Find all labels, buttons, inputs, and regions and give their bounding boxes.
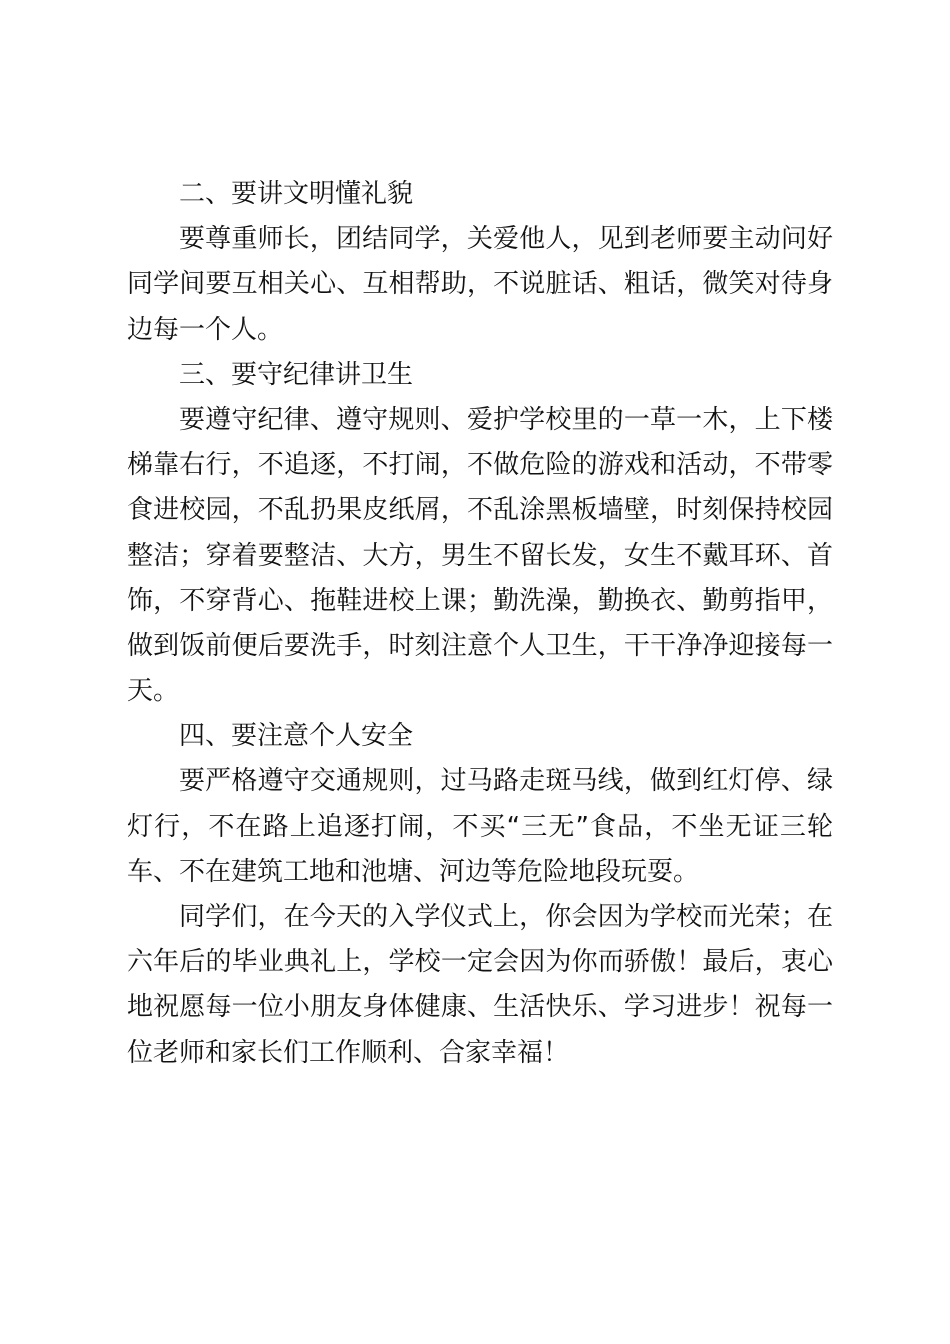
paragraph-line: 做到饭前便后要洗手，时刻注意个人卫生，干干净净迎接每一 xyxy=(127,630,833,661)
paragraph-line: 整洁；穿着要整洁、大方，男生不留长发，女生不戴耳环、首 xyxy=(127,540,833,571)
section-heading-3: 三、要守纪律讲卫生 xyxy=(179,359,414,390)
closing-line: 位老师和家长们工作顺利、合家幸福！ xyxy=(127,1037,570,1068)
closing-line: 同学们，在今天的入学仪式上，你会因为学校而光荣；在 xyxy=(179,902,833,932)
paragraph-line: 饰，不穿背心、拖鞋进校上课；勤洗澡，勤换衣、勤剪指甲， xyxy=(127,585,833,616)
closing-line: 六年后的毕业典礼上，学校一定会因为你而骄傲！最后，衷心 xyxy=(127,947,833,978)
paragraph-line: 天。 xyxy=(127,676,180,707)
document-body xyxy=(127,172,833,1076)
paragraph-line: 要遵守纪律、遵守规则、爱护学校里的一草一木，上下楼 xyxy=(179,404,833,435)
paragraph-line: 灯行，不在路上追逐打闹，不买“三无”食品，不坐无证三轮 xyxy=(127,811,833,842)
paragraph-line: 要尊重师长，团结同学，关爱他人，见到老师要主动问好 xyxy=(179,224,833,255)
paragraph-line: 边每一个人。 xyxy=(127,314,284,345)
section-heading-2: 二、要讲文明懂礼貌 xyxy=(179,179,414,209)
paragraph-line: 梯靠右行，不追逐，不打闹，不做危险的游戏和活动，不带零 xyxy=(127,450,833,481)
paragraph-line: 食进校园，不乱扔果皮纸屑，不乱涂黑板墙壁，时刻保持校园 xyxy=(127,495,833,526)
section-heading-4: 四、要注意个人安全 xyxy=(179,721,414,752)
paragraph-line: 同学间要互相关心、互相帮助，不说脏话、粗话，微笑对待身 xyxy=(127,269,833,300)
paragraph-line: 车、不在建筑工地和池塘、河边等危险地段玩耍。 xyxy=(127,856,700,887)
paragraph-line: 要严格遵守交通规则，过马路走斑马线，做到红灯停、绿 xyxy=(179,766,833,797)
closing-line: 地祝愿每一位小朋友身体健康、生活快乐、学习进步！祝每一 xyxy=(127,992,833,1023)
